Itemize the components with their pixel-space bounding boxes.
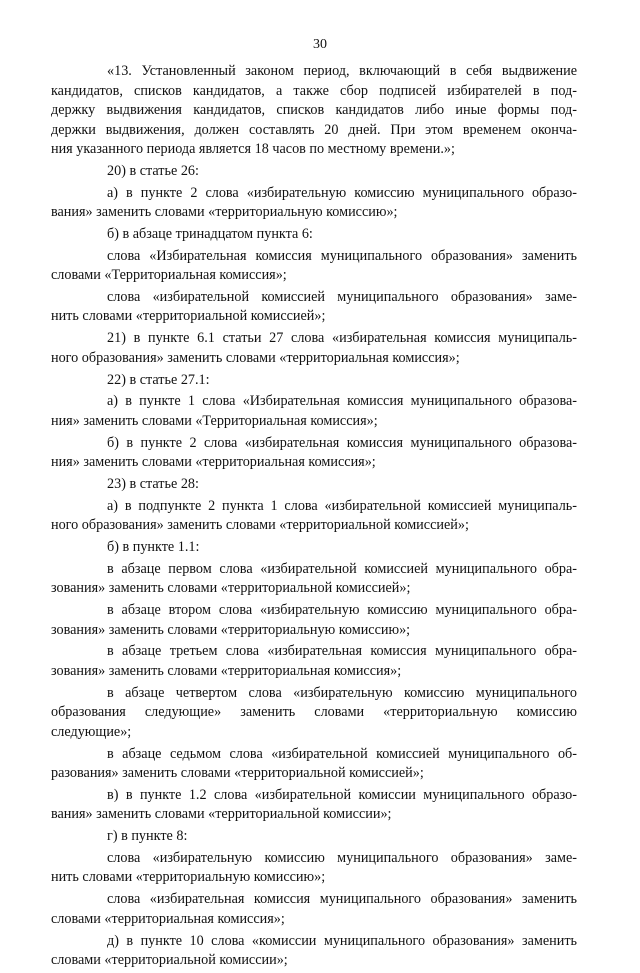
text-line: в абзаце седьмом слова «избирательной комиссией муниципального об- [107, 745, 577, 762]
paragraph [51, 601, 577, 640]
text-line: ния» заменить словами «территориальная комиссия»; [51, 454, 376, 471]
text-line: следующие»; [51, 723, 132, 740]
text-line: ния» заменить словами «Территориальная комиссия»; [51, 412, 378, 429]
paragraph [51, 890, 577, 929]
text-line: кандидатов, списков кандидатов, а также сбор подписей избирателей в под- [51, 82, 577, 99]
document-body [51, 62, 577, 973]
text-line: 20) в статье 26: [107, 162, 199, 179]
text-line: словами «территориальной комиссии»; [51, 952, 288, 969]
text-line: в) в пункте 1.2 слова «избирательной комиссии муниципального образо- [107, 786, 577, 803]
text-line: г) в пункте 8: [107, 828, 188, 845]
text-line: зования» заменить словами «территориальная комиссия»; [51, 662, 402, 679]
paragraph [51, 288, 577, 327]
text-line: держки выдвижения, должен составлять 20 дней. При этом временем оконча- [51, 121, 577, 138]
text-line: 22) в статье 27.1: [107, 371, 210, 388]
text-line: нить словами «территориальную комиссию»; [51, 869, 326, 886]
paragraph [79, 371, 577, 391]
paragraph [79, 475, 577, 495]
text-line: слова «Избирательная комиссия муниципального образования» заменить [107, 247, 577, 264]
text-line: слова «избирательной комиссией муниципального образования» заме- [107, 288, 577, 305]
text-line: зования» заменить словами «территориальную комиссию»; [51, 621, 411, 638]
text-line: в абзаце втором слова «избирательную комиссию муниципального обра- [107, 602, 577, 619]
paragraph [51, 184, 577, 223]
text-line: 21) в пункте 6.1 статьи 27 слова «избирательная комиссия муниципаль- [107, 330, 577, 347]
text-line: образования следующие» заменить словами «территориальную комиссию [51, 704, 577, 721]
paragraph [51, 849, 577, 888]
text-line: «13. Установленный законом период, включающий в себя выдвижение [107, 63, 577, 79]
text-line: ния указанного периода является 18 часов по местному времени.»; [51, 141, 455, 157]
paragraph [79, 827, 577, 847]
text-line: б) в пункте 2 слова «избирательная комиссия муниципального образова- [107, 434, 577, 451]
paragraph [79, 225, 577, 245]
paragraph [51, 497, 577, 536]
text-line: 23) в статье 28: [107, 475, 199, 492]
text-line: в абзаце первом слова «избирательной комиссией муниципального обра- [107, 560, 577, 577]
text-line: вания» заменить словами «территориальной комиссии»; [51, 806, 392, 823]
paragraph [51, 786, 577, 825]
text-line: зования» заменить словами «территориальной комиссией»; [51, 580, 411, 597]
text-line: в абзаце третьем слова «избирательная комиссия муниципального обра- [107, 643, 577, 660]
paragraph [51, 434, 577, 473]
paragraph [51, 642, 577, 681]
paragraph [51, 684, 577, 743]
page-number: 30 [313, 37, 327, 52]
paragraph [51, 329, 577, 368]
text-line: ного образования» заменить словами «территориальная комиссия»; [51, 349, 460, 366]
paragraph [51, 247, 577, 286]
text-line: слова «избирательная комиссия муниципального образования» заменить [107, 891, 577, 908]
text-line: нить словами «территориальной комиссией»; [51, 308, 326, 325]
text-line: вания» заменить словами «территориальную комиссию»; [51, 204, 398, 221]
text-line: д) в пункте 10 слова «комиссии муниципального образования» заменить [107, 932, 577, 949]
text-line: б) в абзаце тринадцатом пункта 6: [107, 225, 313, 242]
paragraph [51, 392, 577, 431]
paragraph [79, 538, 577, 558]
paragraph [51, 932, 577, 971]
paragraph [51, 62, 577, 160]
text-line: держку выдвижения кандидатов, списков кандидатов либо иные формы под- [51, 102, 577, 118]
text-line: а) в пункте 1 слова «Избирательная комиссия муниципального образова- [107, 393, 577, 410]
text-line: а) в пункте 2 слова «избирательную комиссию муниципального образо- [107, 184, 577, 201]
text-line: в абзаце четвертом слова «избирательную комиссию муниципального [107, 684, 577, 701]
text-line: б) в пункте 1.1: [107, 539, 200, 556]
text-line: ного образования» заменить словами «территориальной комиссией»; [51, 517, 469, 534]
text-line: слова «избирательную комиссию муниципального образования» заме- [107, 849, 577, 866]
paragraph [51, 560, 577, 599]
text-line: словами «Территориальная комиссия»; [51, 267, 287, 284]
paragraph [79, 162, 577, 182]
text-line: разования» заменить словами «территориальной комиссией»; [51, 765, 424, 782]
text-line: словами «территориальная комиссия»; [51, 910, 285, 927]
text-line: а) в подпункте 2 пункта 1 слова «избирательной комиссией муниципаль- [107, 497, 577, 514]
paragraph [51, 745, 577, 784]
